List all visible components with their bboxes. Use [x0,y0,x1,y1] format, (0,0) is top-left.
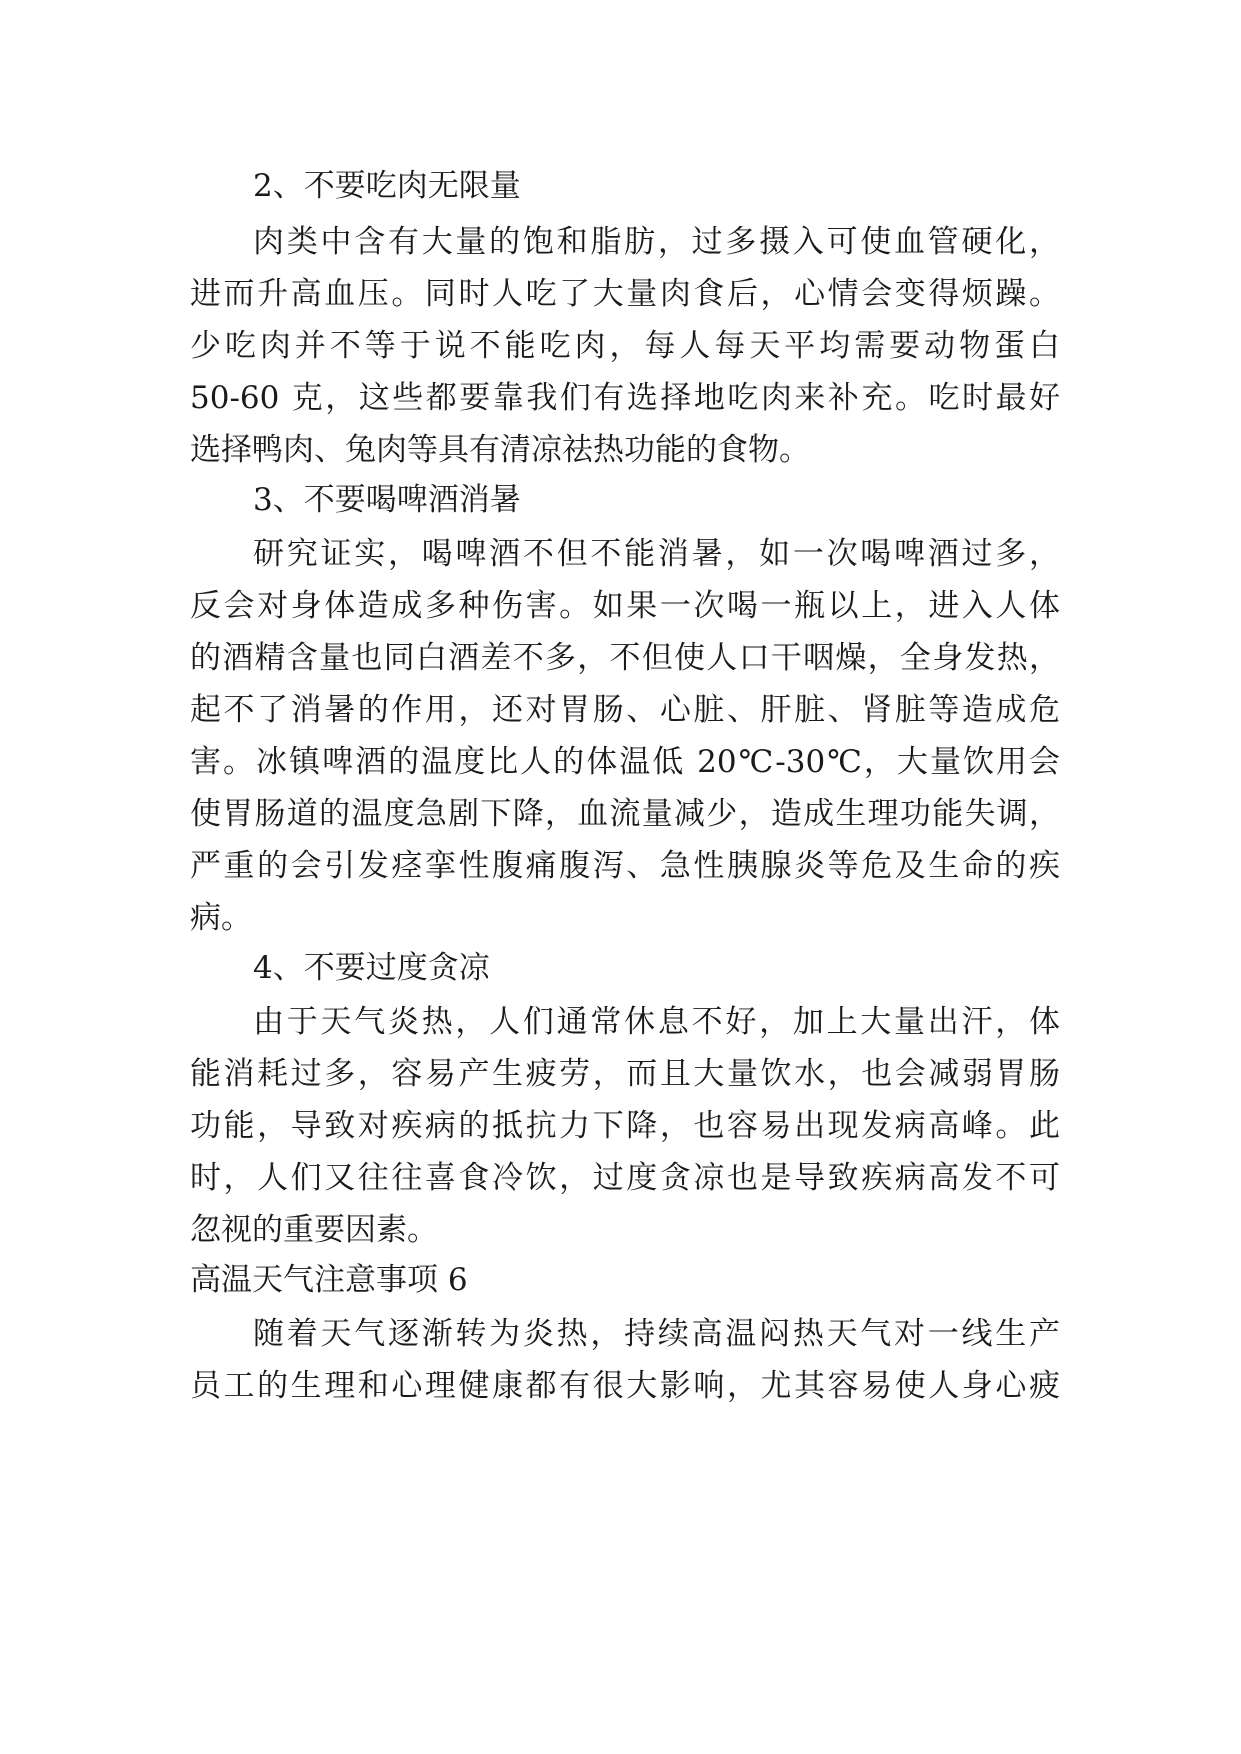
paragraph-line: 时，人们又往往喜食冷饮，过度贪凉也是导致疾病高发不可 [190,1160,1060,1196]
section-heading-3: 3、不要喝啤酒消暑 [253,482,521,518]
paragraph-line: 肉类中含有大量的饱和脂肪，过多摄入可使血管硬化， [253,224,1060,260]
paragraph-line: 忽视的重要因素。 [190,1212,438,1248]
paragraph-line: 能消耗过多，容易产生疲劳，而且大量饮水，也会减弱胃肠 [190,1056,1060,1092]
paragraph-line: 起不了消暑的作用，还对胃肠、心脏、肝脏、肾脏等造成危 [190,692,1060,728]
paragraph-line: 反会对身体造成多种伤害。如果一次喝一瓶以上，进入人体 [190,588,1060,624]
section-heading-2: 2、不要吃肉无限量 [253,168,521,204]
paragraph-line: 害。冰镇啤酒的温度比人的体温低 20℃-30℃，大量饮用会 [190,744,1060,780]
paragraph-line: 随着天气逐渐转为炎热，持续高温闷热天气对一线生产 [253,1316,1060,1352]
paragraph-line: 少吃肉并不等于说不能吃肉，每人每天平均需要动物蛋白 [190,328,1060,364]
paragraph-line: 50-60 克，这些都要靠我们有选择地吃肉来补充。吃时最好 [190,380,1060,416]
section-title: 高温天气注意事项 6 [190,1262,468,1298]
paragraph-line: 选择鸭肉、兔肉等具有清凉祛热功能的食物。 [190,432,810,468]
paragraph-line: 严重的会引发痉挛性腹痛腹泻、急性胰腺炎等危及生命的疾 [190,848,1060,884]
paragraph-line: 功能，导致对疾病的抵抗力下降，也容易出现发病高峰。此 [190,1108,1060,1144]
paragraph-line: 病。 [190,900,252,936]
paragraph-line: 员工的生理和心理健康都有很大影响，尤其容易使人身心疲 [190,1368,1060,1404]
paragraph-line: 进而升高血压。同时人吃了大量肉食后，心情会变得烦躁。 [190,276,1060,312]
paragraph-line: 由于天气炎热，人们通常休息不好，加上大量出汗，体 [253,1004,1060,1040]
paragraph-line: 研究证实，喝啤酒不但不能消暑，如一次喝啤酒过多， [253,536,1060,572]
section-heading-4: 4、不要过度贪凉 [253,950,490,986]
paragraph-line: 的酒精含量也同白酒差不多，不但使人口干咽燥，全身发热， [190,640,1060,676]
paragraph-line: 使胃肠道的温度急剧下降，血流量减少，造成生理功能失调， [190,796,1060,832]
